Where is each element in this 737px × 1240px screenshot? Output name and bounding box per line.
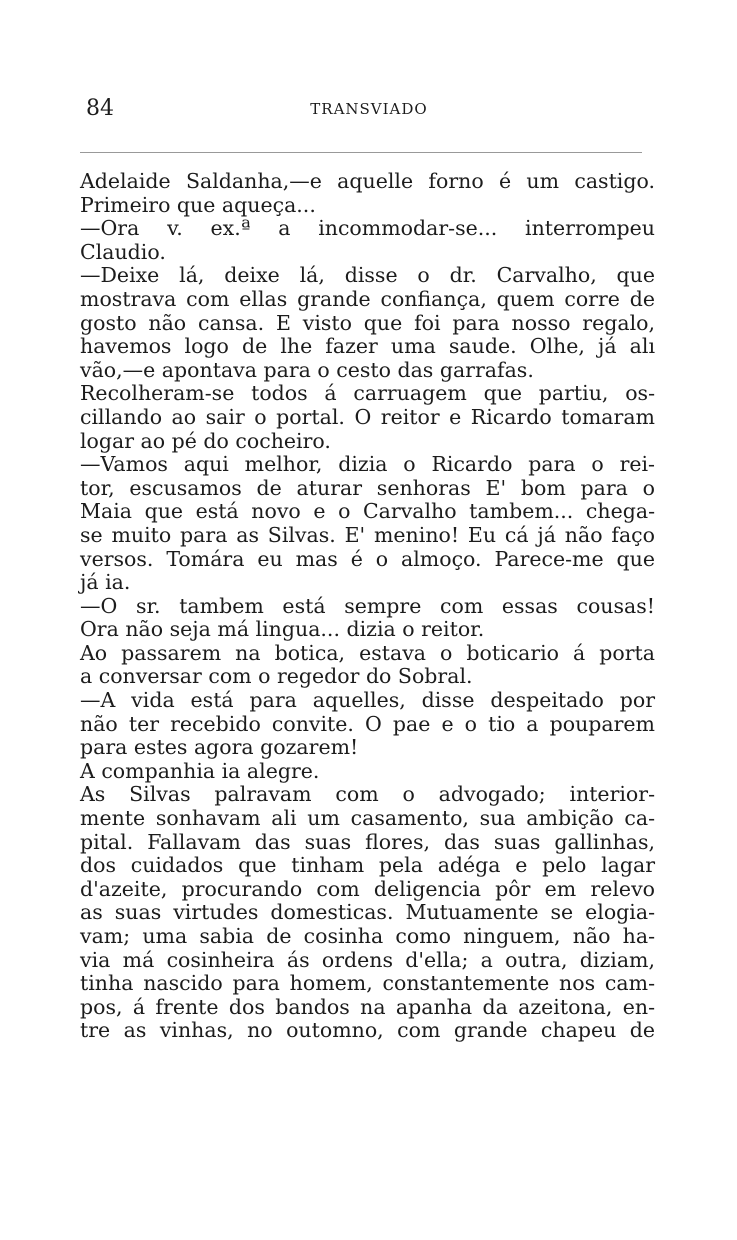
text-line: Ao passarem na botica, estava o boticario á porta bbox=[80, 640, 655, 665]
text-line: cillando ao sair o portal. O reitor e Ricardo tomaram bbox=[80, 404, 655, 429]
text-line: dos cuidados que tinham pela adéga e pelo lagar bbox=[80, 853, 655, 878]
text-line: já ia. bbox=[80, 570, 131, 595]
page-number: 84 bbox=[86, 96, 114, 121]
page-header bbox=[78, 96, 660, 126]
text-line: para estes agora gozarem! bbox=[80, 735, 359, 760]
text-line: vão,—e apontava para o cesto das garrafas. bbox=[80, 357, 534, 382]
text-line: Primeiro que aqueça... bbox=[80, 192, 316, 217]
text-line: Claudio. bbox=[80, 239, 166, 264]
text-line: pos, á frente dos bandos na apanha da azeitona, en- bbox=[80, 994, 655, 1019]
text-line: —Ora v. ex.ª a incommodar-se... interrompeu bbox=[80, 216, 655, 241]
text-line: As Silvas palravam com o advogado; interior- bbox=[80, 782, 655, 807]
text-line: Maia que está novo e o Carvalho tambem... chega- bbox=[80, 499, 655, 524]
text-line: —A vida está para aquelles, disse despeitado por bbox=[80, 688, 655, 713]
text-line: as suas virtudes domesticas. Mutuamente se elogia- bbox=[80, 900, 655, 925]
text-line: logar ao pé do cocheiro. bbox=[80, 428, 331, 453]
text-line: tre as vinhas, no outomno, com grande chapeu de bbox=[80, 1018, 655, 1043]
text-line: Adelaide Saldanha,—e aquelle forno é um castigo. bbox=[80, 169, 655, 193]
text-line: —O sr. tambem está sempre com essas cousas! bbox=[80, 593, 655, 618]
text-line: Ora não seja má lingua... dizia o reitor. bbox=[80, 617, 485, 642]
text-line: versos. Tomára eu mas é o almoço. Parece-me que bbox=[80, 546, 655, 571]
text-line: via má cosinheira ás ordens d'ella; a outra, diziam, bbox=[80, 947, 655, 972]
text-line: a conversar com o regedor do Sobral. bbox=[80, 664, 473, 689]
text-line: mostrava com ellas grande confiança, quem corre de bbox=[80, 286, 655, 311]
text-line: tor, escusamos de aturar senhoras E' bom para o bbox=[80, 475, 655, 500]
text-line: —Deixe lá, deixe lá, disse o dr. Carvalho, que bbox=[80, 263, 655, 288]
text-line: —Vamos aqui melhor, dizia o Ricardo para o rei- bbox=[80, 452, 655, 477]
text-line: gosto não cansa. E visto que foi para nosso regalo, bbox=[80, 310, 655, 335]
text-line: A companhia ia alegre. bbox=[80, 758, 320, 783]
text-line: não ter recebido convite. O pae e o tio a pouparem bbox=[80, 711, 655, 736]
text-line: havemos logo de lhe fazer uma saude. Olhe, já alı bbox=[80, 334, 655, 359]
text-line: pital. Fallavam das suas flores, das suas gallinhas, bbox=[80, 829, 655, 854]
text-line: mente sonhavam ali um casamento, sua ambição ca- bbox=[80, 806, 655, 831]
header-rule bbox=[80, 152, 642, 153]
text-line: Recolheram-se todos á carruagem que partiu, os- bbox=[80, 381, 655, 406]
text-line: vam; uma sabia de cosinha como ninguem, não ha- bbox=[80, 924, 655, 948]
text-line: d'azeite, procurando com deligencia pôr em relevo bbox=[80, 876, 655, 901]
body-text bbox=[80, 170, 655, 1043]
text-line: tinha nascido para homem, constantemente nos cam- bbox=[80, 971, 655, 996]
running-title: TRANSVIADO bbox=[310, 100, 428, 118]
text-line: se muito para as Silvas. E' menino! Eu cá já não faço bbox=[80, 522, 655, 547]
